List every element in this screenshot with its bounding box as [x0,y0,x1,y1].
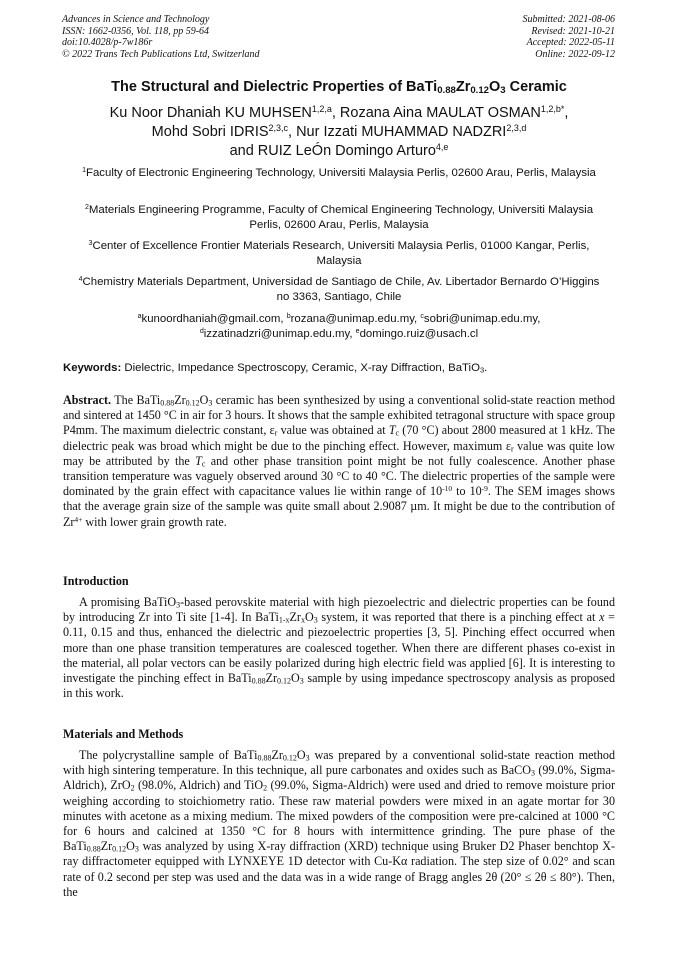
keywords: Keywords: Dielectric, Impedance Spectroscopy, Ceramic, X-ray Diffraction, BaTiO$_3$. [63,362,488,375]
methods-text: The polycrystalline sample of $BaTi_{0.88}Zr_{0.12}O_3$ was prepared by a conventional solid-state reaction method with high sintering temperature. In this technique, all pure carbonates and oxides such as BaCO$_3$ (99.0%, Sigma-Aldrich), ZrO$_2$ (98.0%, Aldrich) and TiO$_2$ (99.0%, Sigma-Aldrich) were used and dried to remove moisture prior weighing according to stoichiometry ratio. These raw material powders were mixed in an agate mortar for 30 minutes with acetone as a mixing medium. The mixed powders of the composition were pre-calcined at 1000 °C for 6 hours and calcined at 1350 °C for 8 hours with intermittence grinding. The pure phase of the $BaTi_{0.88}Zr_{0.12}O_3$ was analyzed by using X-ray diffraction (XRD) technique using Bruker D2 Phaser benchtop X-ray diffractometer equipped with LYNXEYE 1D detector with Cu-Kα radiation. The step size of 0.02° and scan rate of 0.2 second per step was used and the data was in a wide range of Bragg angles 2θ (20° ≤ 2θ ≤ 80°). Then, the [63,748,616,899]
affiliation-4: $^4$Chemistry Materials Department, Universidad de Santiago de Chile, Av. Libertador Bernardo O’Higgins no 3363, Santiago, Chile [78,276,600,303]
author-list: Ku Noor Dhaniah KU MUHSEN$^{1,2,a}$, Rozana Aina MAULAT $OSMAN^{1,2,b*}$, Mohd Sobri IDRIS$^{2,3,c}$, Nur Izzati MUHAMMAD NADZRI$^{2,3,d}$ and RUIZ LeÓn Domingo Arturo$^{4,e}$ [109,104,569,159]
copyright: © 2022 Trans Tech Publications Ltd, Switzerland [62,48,260,60]
journal-header-left [62,14,260,60]
submitted-date: Submitted: 2021-08-06 [522,14,615,25]
paper-title: The Structural and Dielectric Properties of $BaTi_{0.88}Zr_{0.12}O_3$ Ceramic [111,79,567,96]
doi: doi:10.4028/p-7w186r [62,37,153,48]
abstract: Abstract. The $BaTi_{0.88}Zr_{0.12}O_3$ ceramic has been synthesized by using a conventional solid-state reaction method and sintered at 1450 °C in air for 3 hours. It shows that the sample exhibited tetragonal structure with space group P4mm. The maximum dielectric constant, $\varepsilon_r$ value was obtained at $T_c$ (70 °C) about 2800 measured at 1 kHz. The dielectric peak was broad which might be due to the pinching effect. However, maximum $\varepsilon_r$ value was quite low may be attributed by the $T_c$ and other phase transition point might be not fully coalescence. Another phase transition temperature was vaguely observed around 30 °C to 40 °C. The dielectric properties of the sample were dominated by the grain effect with capacitance values lie within range of $10^{-10}$ to $10^{-9}$. The SEM images shows that the average grain size of the sample was quite small about 2.9087 µm. It might be due to the contribution of $Zr^{4+}$ with lower grain growth rate. [63,393,616,529]
journal-header-right [523,14,616,60]
methods-heading: Materials and Methods [63,727,184,741]
issn: ISSN: 1662-0356, Vol. 118, pp 59-64 [62,25,210,37]
accepted-date: Accepted: 2022-05-11 [526,37,615,48]
journal-name: Advances in Science and Technology [62,14,210,25]
introduction-text: A promising BaTiO$_3$-based perovskite material with high piezoelectric and dielectric properties can be found by introducing Zr into Ti site [1-4]. In $BaTi_{1-x}Zr_xO_3$ system, it was reported that there is a pinching effect at x = 0.11, 0.15 and thus, enhanced the dielectric and piezoelectric properties [3, 5]. Pinching effect occurred when more than one phase transition temperatures are coalesced together. When there are different phases co-exist in the material, all polar vectors can be easily polarized during high electric field was applied [6]. It is interesting to investigate the pinching effect in $BaTi_{0.88}Zr_{0.12}O_3$ sample by using impedance spectroscopy analysis as proposed in this work. [63,595,615,701]
affiliation-3: $^3$Center of Excellence Frontier Materials Research, Universiti Malaysia Perlis, 01000 Kangar, Perlis, Malaysia [88,240,590,267]
revised-date: Revised: 2021-10-21 [531,25,615,37]
introduction-heading: Introduction [63,574,129,588]
online-date: Online: 2022-09-12 [535,48,615,60]
affiliation-1: $^1$Faculty of Electronic Engineering Technology, Universiti Malaysia Perlis, 02600 Arau, Perlis, Malaysia [82,167,596,179]
author-emails: $^a$kunoordhaniah@gmail.com, $^b$rozana@unimap.edu.my, $^c$sobri@unimap.edu.my, $^d$izzatinadzri@unimap.edu.my, $^e$domingo.ruiz@usach.cl [137,313,541,340]
affiliation-2: $^2$Materials Engineering Programme, Faculty of Chemical Engineering Technology, Universiti Malaysia Perlis, 02600 Arau, Perlis, Malaysia [84,204,594,231]
